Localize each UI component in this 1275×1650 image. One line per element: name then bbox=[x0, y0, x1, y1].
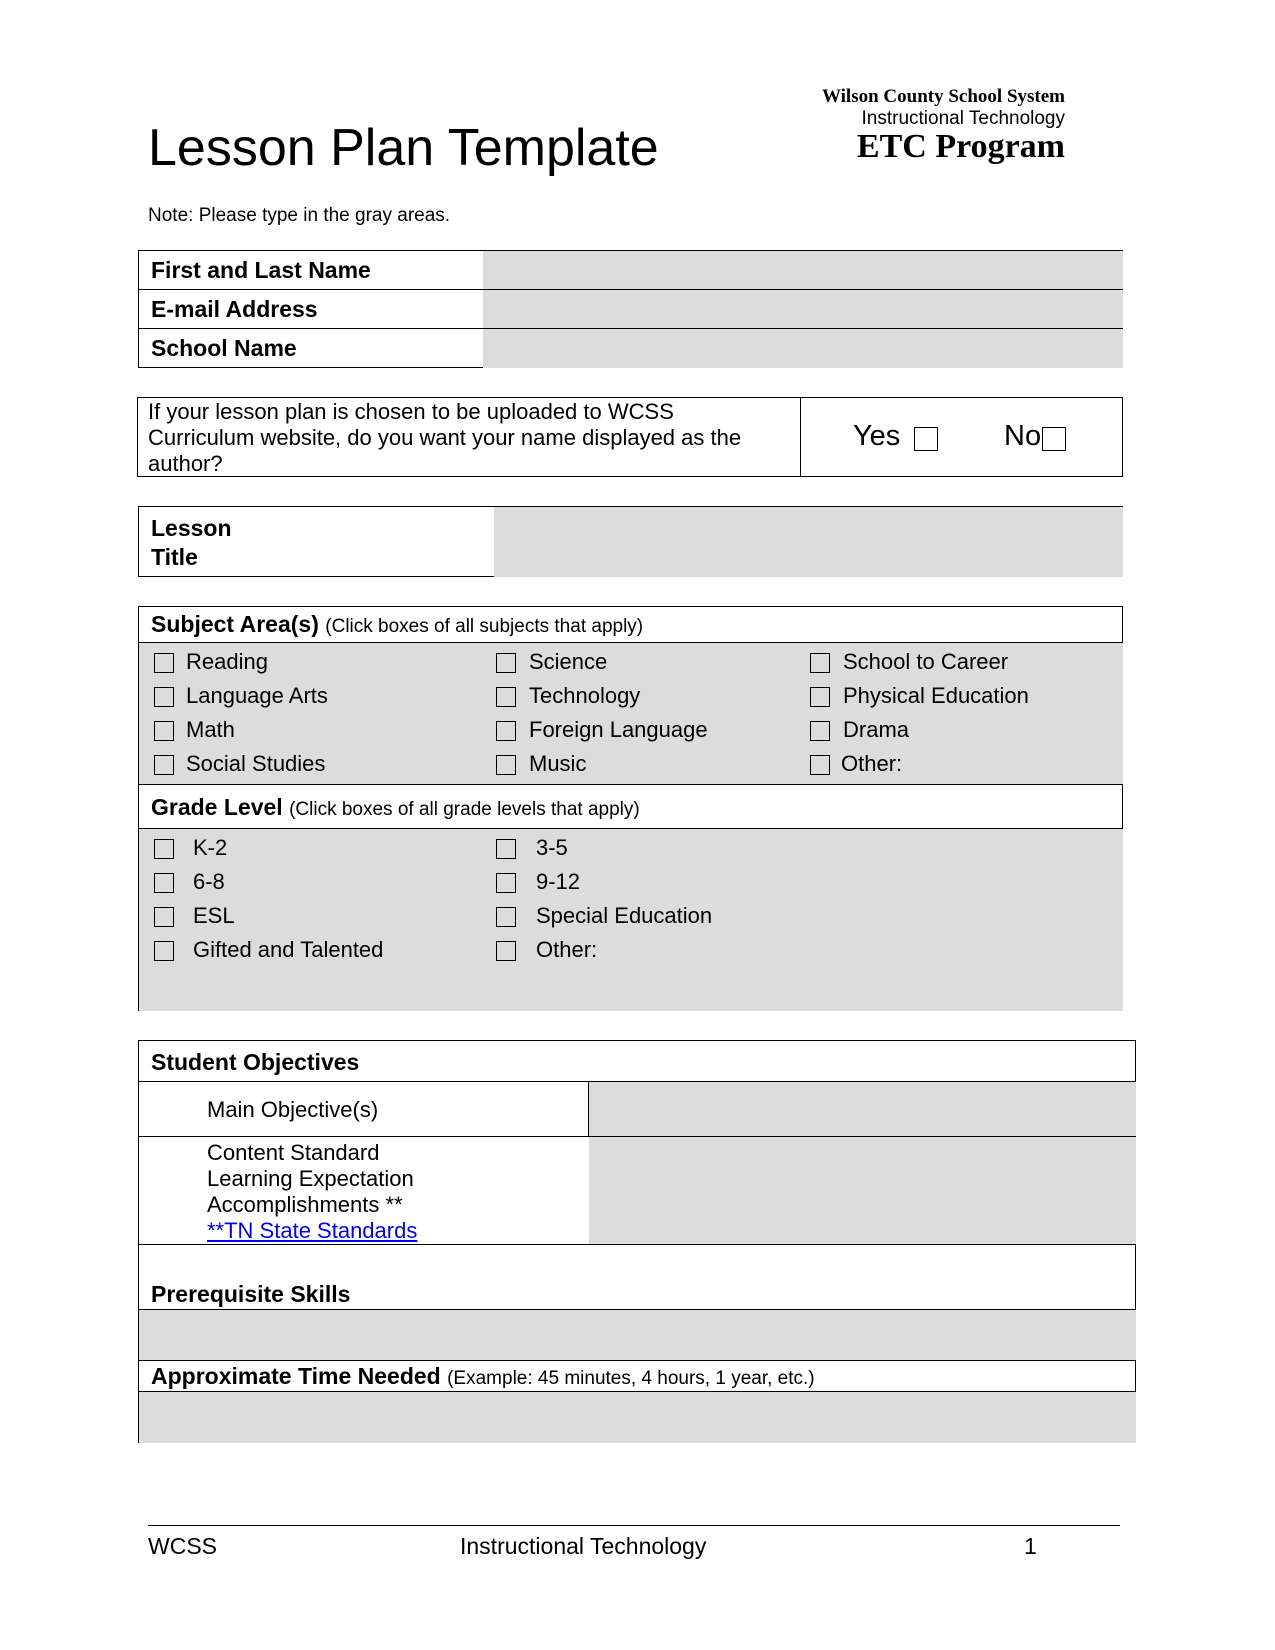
subject-grade-table bbox=[138, 606, 1123, 1011]
subject-area-heading bbox=[151, 611, 643, 638]
checkbox-science[interactable] bbox=[496, 653, 516, 673]
school-field[interactable] bbox=[483, 329, 1123, 368]
name-field[interactable] bbox=[483, 251, 1123, 290]
name-label: First and Last Name bbox=[151, 257, 371, 283]
grade-label: 9-12 bbox=[536, 869, 581, 894]
subject-label: Technology bbox=[529, 683, 641, 708]
content-standard-line: Content Standard bbox=[207, 1140, 380, 1165]
subject-label: Math bbox=[186, 717, 235, 742]
lesson-title-label-line1: Lesson bbox=[151, 515, 232, 541]
checkbox-grade-special-ed[interactable] bbox=[496, 907, 516, 927]
org-department: Instructional Technology bbox=[861, 108, 1065, 129]
subject-label: School to Career bbox=[843, 649, 1009, 674]
subject-label: Language Arts bbox=[186, 683, 328, 708]
footer-divider bbox=[148, 1525, 1120, 1526]
checkbox-music[interactable] bbox=[496, 755, 516, 775]
checkbox-technology[interactable] bbox=[496, 687, 516, 707]
grade-label: 3-5 bbox=[536, 835, 568, 860]
page-title: Lesson Plan Template bbox=[148, 119, 659, 177]
author-question-line: Curriculum website, do you want your name displayed as the bbox=[148, 425, 742, 450]
email-label: E-mail Address bbox=[151, 296, 318, 322]
checkbox-grade-gifted[interactable] bbox=[154, 941, 174, 961]
school-label: School Name bbox=[151, 335, 297, 361]
subject-label: Physical Education bbox=[843, 683, 1029, 708]
checkbox-social-studies[interactable] bbox=[154, 755, 174, 775]
teacher-info-table bbox=[138, 250, 1123, 368]
author-question-line: author? bbox=[148, 451, 223, 476]
lesson-title-field[interactable] bbox=[494, 507, 1123, 577]
lesson-title-label-line2: Title bbox=[151, 544, 198, 570]
subject-area-title: Subject Area(s) bbox=[151, 611, 319, 637]
grade-label: Other: bbox=[536, 937, 598, 962]
prerequisite-heading: Prerequisite Skills bbox=[151, 1281, 351, 1307]
org-name: Wilson County School System bbox=[821, 86, 1065, 107]
tn-state-standards-link[interactable]: **TN State Standards bbox=[207, 1218, 418, 1243]
main-objective-label: Main Objective(s) bbox=[207, 1097, 379, 1122]
time-needed-heading bbox=[151, 1363, 815, 1390]
time-needed-field[interactable] bbox=[139, 1392, 1136, 1443]
grade-label: K-2 bbox=[193, 835, 228, 860]
content-standard-line: Learning Expectation bbox=[207, 1166, 414, 1191]
checkbox-grade-3-5[interactable] bbox=[496, 839, 516, 859]
subject-label: Reading bbox=[186, 649, 268, 674]
checkbox-foreign-language[interactable] bbox=[496, 721, 516, 741]
time-needed-hint: (Example: 45 minutes, 4 hours, 1 year, etc.) bbox=[447, 1368, 815, 1389]
checkbox-grade-other[interactable] bbox=[496, 941, 516, 961]
grade-level-hint: (Click boxes of all grade levels that apply) bbox=[289, 799, 640, 820]
subject-label: Drama bbox=[843, 717, 910, 742]
checkbox-drama[interactable] bbox=[810, 721, 830, 741]
yes-checkbox[interactable] bbox=[914, 427, 938, 451]
checkbox-physical-education[interactable] bbox=[810, 687, 830, 707]
subject-label: Foreign Language bbox=[529, 717, 708, 742]
subject-label: Other: bbox=[841, 751, 903, 776]
subject-label: Music bbox=[529, 751, 587, 776]
grade-label: Gifted and Talented bbox=[193, 937, 384, 962]
main-objective-field[interactable] bbox=[589, 1082, 1136, 1137]
author-question bbox=[148, 399, 741, 477]
checkbox-math[interactable] bbox=[154, 721, 174, 741]
author-question-line: If your lesson plan is chosen to be uploaded to WCSS bbox=[148, 399, 674, 424]
grade-level-title: Grade Level bbox=[151, 794, 283, 820]
checkbox-grade-esl[interactable] bbox=[154, 907, 174, 927]
footer-left: WCSS bbox=[148, 1533, 217, 1559]
program-name: ETC Program bbox=[856, 128, 1065, 165]
checkbox-school-to-career[interactable] bbox=[810, 653, 830, 673]
content-standard-line: Accomplishments ** bbox=[207, 1192, 403, 1217]
grade-label: Special Education bbox=[536, 903, 713, 928]
author-question-table bbox=[137, 397, 1123, 477]
no-label: No bbox=[1004, 420, 1042, 452]
subject-area-hint: (Click boxes of all subjects that apply) bbox=[325, 616, 644, 637]
lesson-title-table bbox=[138, 506, 1123, 577]
grade-label: 6-8 bbox=[193, 869, 225, 894]
content-standard-labels bbox=[207, 1140, 417, 1244]
grade-level-heading bbox=[151, 794, 640, 821]
page-number: 1 bbox=[1024, 1533, 1037, 1559]
email-field[interactable] bbox=[483, 290, 1123, 329]
grade-label: ESL bbox=[193, 903, 235, 928]
checkbox-reading[interactable] bbox=[154, 653, 174, 673]
subject-label: Science bbox=[529, 649, 608, 674]
checkbox-grade-9-12[interactable] bbox=[496, 873, 516, 893]
checkbox-subject-other[interactable] bbox=[810, 755, 830, 775]
yes-label: Yes bbox=[853, 420, 901, 452]
prerequisite-field[interactable] bbox=[139, 1310, 1136, 1360]
instruction-note: Note: Please type in the gray areas. bbox=[148, 205, 451, 226]
student-objectives-heading: Student Objectives bbox=[151, 1049, 360, 1075]
checkbox-language-arts[interactable] bbox=[154, 687, 174, 707]
time-needed-title: Approximate Time Needed bbox=[151, 1363, 441, 1389]
checkbox-grade-6-8[interactable] bbox=[154, 873, 174, 893]
footer-center: Instructional Technology bbox=[460, 1533, 707, 1559]
no-checkbox[interactable] bbox=[1042, 427, 1066, 451]
content-standard-field[interactable] bbox=[589, 1137, 1136, 1244]
subject-label: Social Studies bbox=[186, 751, 326, 776]
checkbox-grade-k2[interactable] bbox=[154, 839, 174, 859]
objectives-table bbox=[138, 1040, 1136, 1443]
